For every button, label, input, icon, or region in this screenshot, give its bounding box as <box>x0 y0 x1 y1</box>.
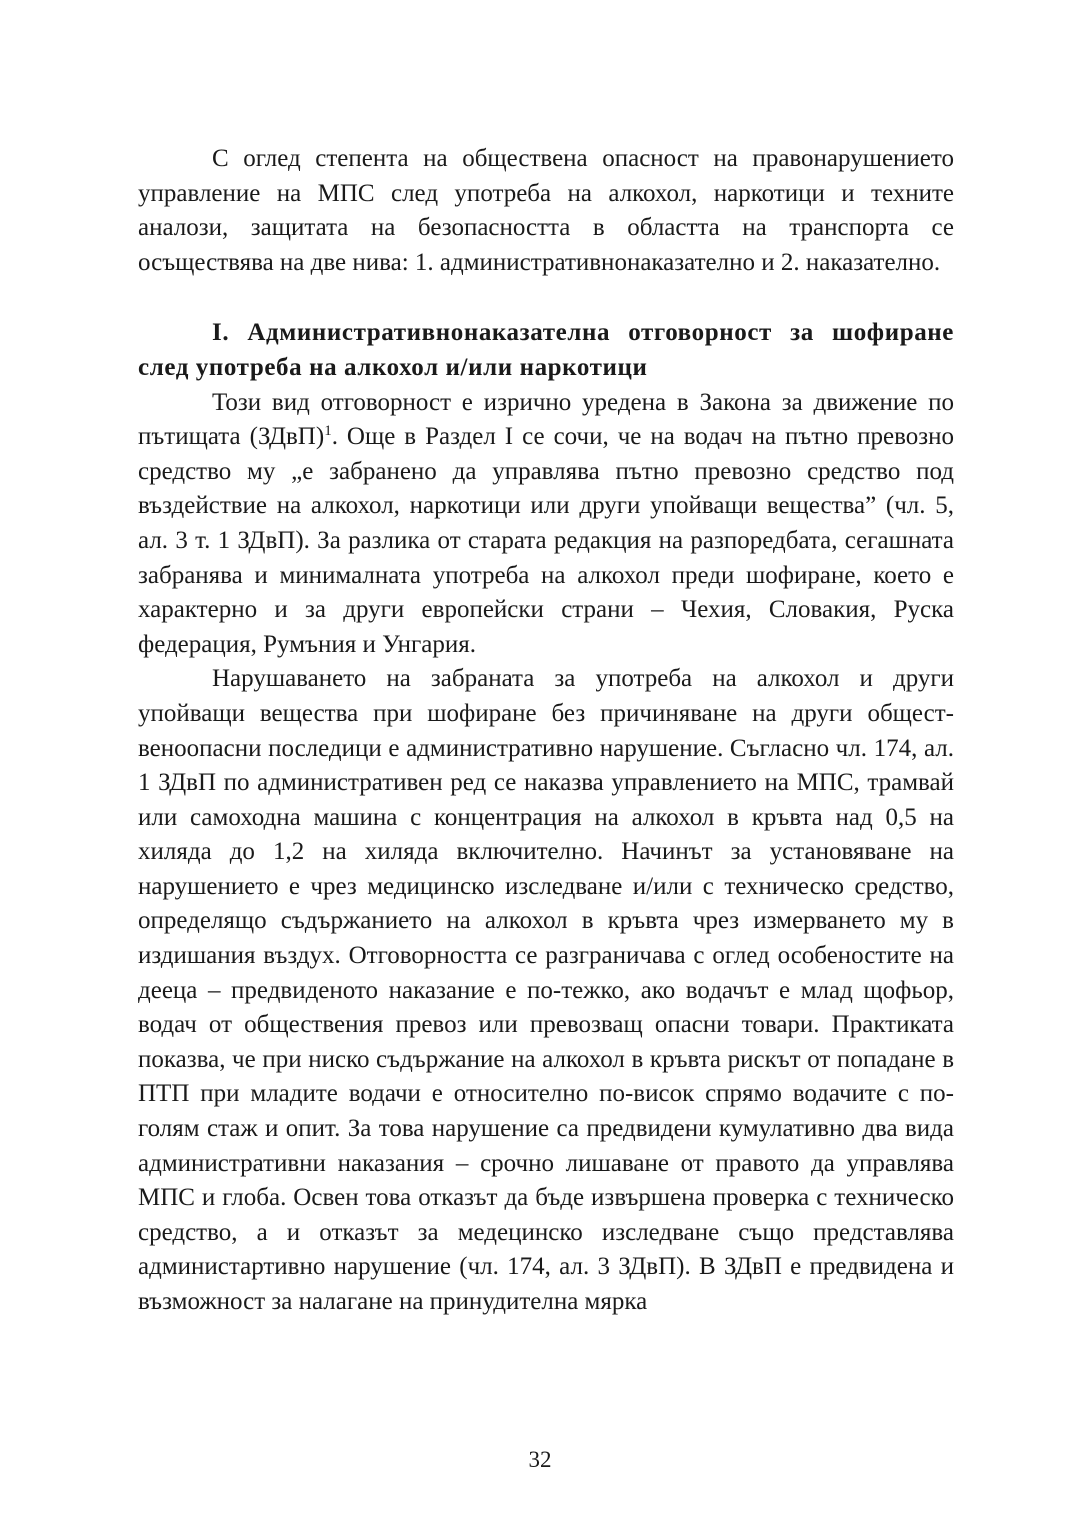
section-heading: I. Административнонаказателна отговорност за шофиране след употреба на алкохол и/или наркотици <box>138 319 954 381</box>
paragraph-2: Нарушаването на забраната за употреба на алкохол и други упойващи вещества при шофиране без причиняване на други общественоопасни последици е административно нарушение. Съгласно чл. 174, ал. 1 ЗДвП по административен ред се наказва управлението на МПС, трамвай или самоходна машина с концентрация на алкохол в кръвта над 0,5 на хиляда до 1,2 на хиляда включително. Начинът за установяване на нарушението е чрез медицинско изследване и/или с техническо средство, определящо съдържанието на алкохол в кръвта чрез измерването му в издишания въздух. Отговорността се разграничава с оглед особеностите на дееца – предвиденото наказание е по-тежко, ако водачът е млад щофьор, водач от обществения превоз или превозващ опасни товари. Практиката показва, че при ниско съдържание на алкохол в кръвта рискът от попадане в ПТП при младите водачи е относително по-висок спрямо водачите с по-голям стаж и опит. За това нарушение са предвидени кумулативно два вида административни наказания – срочно лишаване от правото да управлява МПС и глоба. Освен това отказът да бъде извършена проверка с техническо средство, а и отказът за медецинско изследване също представлява администартивно нарушение (чл. 174, ал. 3 ЗДвП). В ЗДвП е предвидена и възможност за налагане на принудителна мярка <box>138 665 954 1315</box>
page-number: 32 <box>528 1447 552 1472</box>
paragraph-1 <box>138 386 954 663</box>
page-body <box>138 142 954 1320</box>
intro-paragraph: С оглед степента на обществена опасност на правонарушението управление на МПС след употреба на алкохол, наркотици и техните аналози, защитата на безопасността в областта на транспорта се осъществява на две нива: 1. административнонаказателно и 2. наказателно. <box>138 145 954 276</box>
paragraph-1-text-b: . Още в Раздел I се сочи, че на водач на пътно превозно средство му „е забранено да управлява пътно превозно средство под въздействие на алкохол, наркотици или други упойващи вещества” (чл. 5, ал. 3 т. 1 ЗДвП). За разлика от старата редакция на разпоредбата, сегашната забранява и минималната употреба на алкохол преди шофиране, което е характерно и за други европейски страни – Чехия, Словакия, Руска федерация, Румъния и Унгария. <box>138 423 954 658</box>
paragraph-1-text-a: Този вид отговорност е изрично уредена в Закона за движение по пътищата (ЗДвП) <box>138 388 954 451</box>
footnote-reference: 1 <box>324 423 332 440</box>
